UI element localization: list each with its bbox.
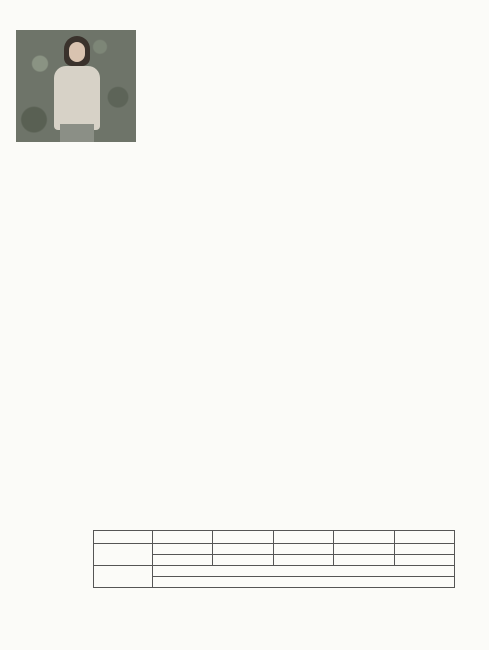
cell <box>394 544 454 555</box>
row2-b <box>153 577 455 588</box>
row1-label <box>94 544 153 566</box>
row2-a <box>153 566 455 577</box>
model-photo <box>16 30 136 142</box>
motif-color-table <box>93 530 455 588</box>
cell <box>273 544 333 555</box>
cell <box>153 555 213 566</box>
cell <box>213 544 273 555</box>
header-b <box>273 531 333 544</box>
header-a-prime <box>213 531 273 544</box>
cell <box>153 544 213 555</box>
header-b-prime <box>334 531 394 544</box>
cell <box>273 555 333 566</box>
motif-layout-diagram <box>316 26 466 516</box>
row2-label <box>94 566 153 588</box>
header-c <box>394 531 454 544</box>
cell <box>334 544 394 555</box>
header-a <box>153 531 213 544</box>
cell <box>213 555 273 566</box>
table-corner <box>94 531 153 544</box>
cell <box>394 555 454 566</box>
cell <box>334 555 394 566</box>
